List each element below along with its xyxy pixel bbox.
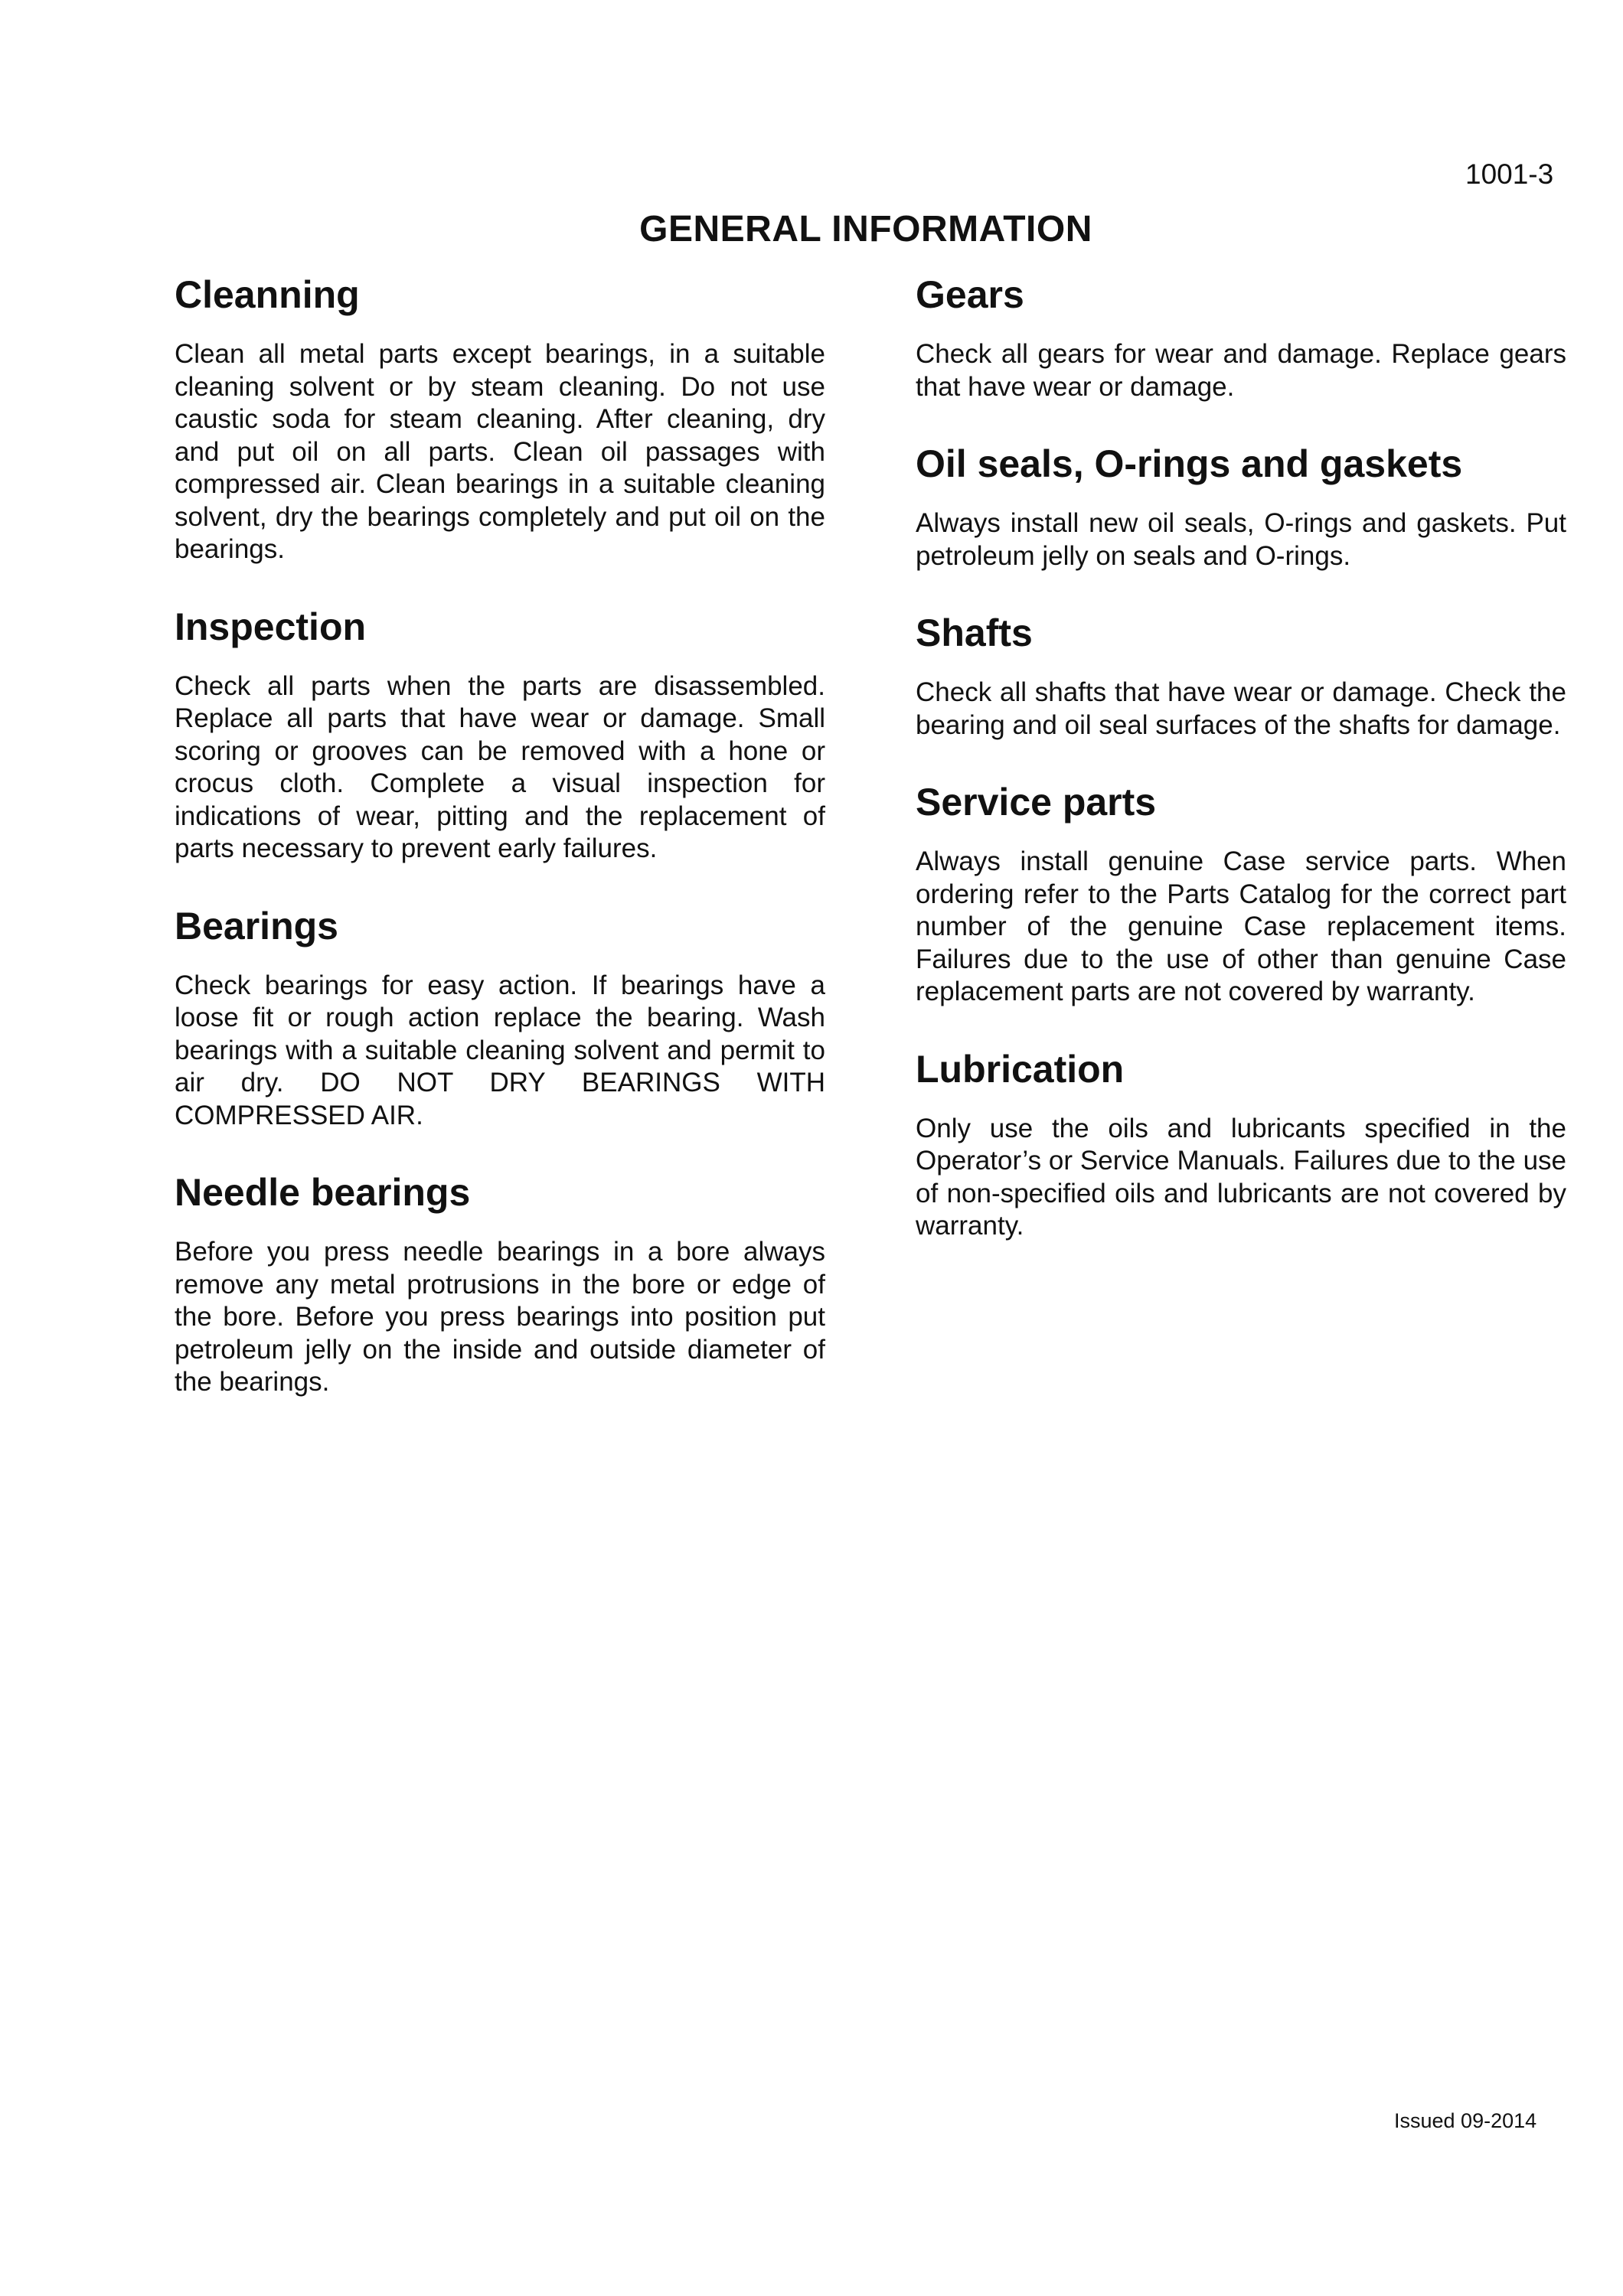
section-needle-bearings xyxy=(175,1166,825,1399)
section-body: Check all parts when the parts are disassembled. Replace all parts that have wear or damage. Small scoring or grooves can be removed with a hone or crocus cloth. Complete a visual inspection for indications of wear, pitting and the replacement of parts necessary to prevent early failures. xyxy=(175,670,825,863)
left-column xyxy=(175,268,825,1433)
section-service-parts xyxy=(916,775,1566,1009)
right-column xyxy=(916,268,1566,1277)
section-inspection xyxy=(175,600,825,866)
section-bearings xyxy=(175,899,825,1133)
page-title: GENERAL INFORMATION xyxy=(639,209,1092,249)
section-body: Always install new oil seals, O-rings and gaskets. Put petroleum jelly on seals and O-rings. xyxy=(916,508,1566,571)
section-body: Only use the oils and lubricants specified in the Operator’s or Service Manuals. Failures due to the use of non-specified oils and lubricants are not covered by warranty. xyxy=(916,1113,1566,1241)
section-gears xyxy=(916,268,1566,403)
section-heading: Inspection xyxy=(175,605,367,648)
page-number: 1001-3 xyxy=(1465,158,1554,190)
section-body: Before you press needle bearings in a bore always remove any metal protrusions in the bore or edge of the bore. Before you press bearings into position put petroleum jelly on the inside and outside diameter of the bearings. xyxy=(175,1237,825,1397)
section-heading: Service parts xyxy=(916,781,1157,823)
section-body: Always install genuine Case service parts. When ordering refer to the Parts Catalog for the correct part number of the genuine Case replacement items. Failures due to the use of other than genuine Case replacement parts are not covered by warranty. xyxy=(916,846,1566,1006)
section-heading: Shafts xyxy=(916,612,1033,654)
section-heading: Bearings xyxy=(175,904,338,947)
section-heading: Needle bearings xyxy=(175,1171,471,1214)
section-lubrication xyxy=(916,1042,1566,1243)
section-heading: Lubrication xyxy=(916,1047,1125,1091)
section-shafts xyxy=(916,606,1566,742)
section-heading: Cleanning xyxy=(175,273,360,316)
section-body: Check all gears for wear and damage. Replace gears that have wear or damage. xyxy=(916,339,1566,402)
section-cleaning xyxy=(175,268,825,566)
section-body: Check bearings for easy action. If bearings have a loose fit or rough action replace the bearing. Wash bearings with a suitable cleaning solvent and permit to air dry. DO NOT DRY BEARINGS WITH COMPRESSED AIR. xyxy=(175,970,825,1130)
section-heading: Oil seals, O-rings and gaskets xyxy=(916,442,1463,485)
section-body: Clean all metal parts except bearings, in a suitable cleaning solvent or by steam cleaning. Do not use caustic soda for steam cleaning. After cleaning, dry and put oil on all parts. Clean oil passages with compressed air. Clean bearings in a suitable cleaning solvent, dry the bearings completely and put oil on the bearings. xyxy=(175,339,825,564)
section-oil-seals xyxy=(916,437,1566,572)
issued-date: Issued 09-2014 xyxy=(1394,2109,1537,2132)
section-heading: Gears xyxy=(916,273,1024,316)
section-body: Check all shafts that have wear or damage. Check the bearing and oil seal surfaces of the shafts for damage. xyxy=(916,677,1566,740)
